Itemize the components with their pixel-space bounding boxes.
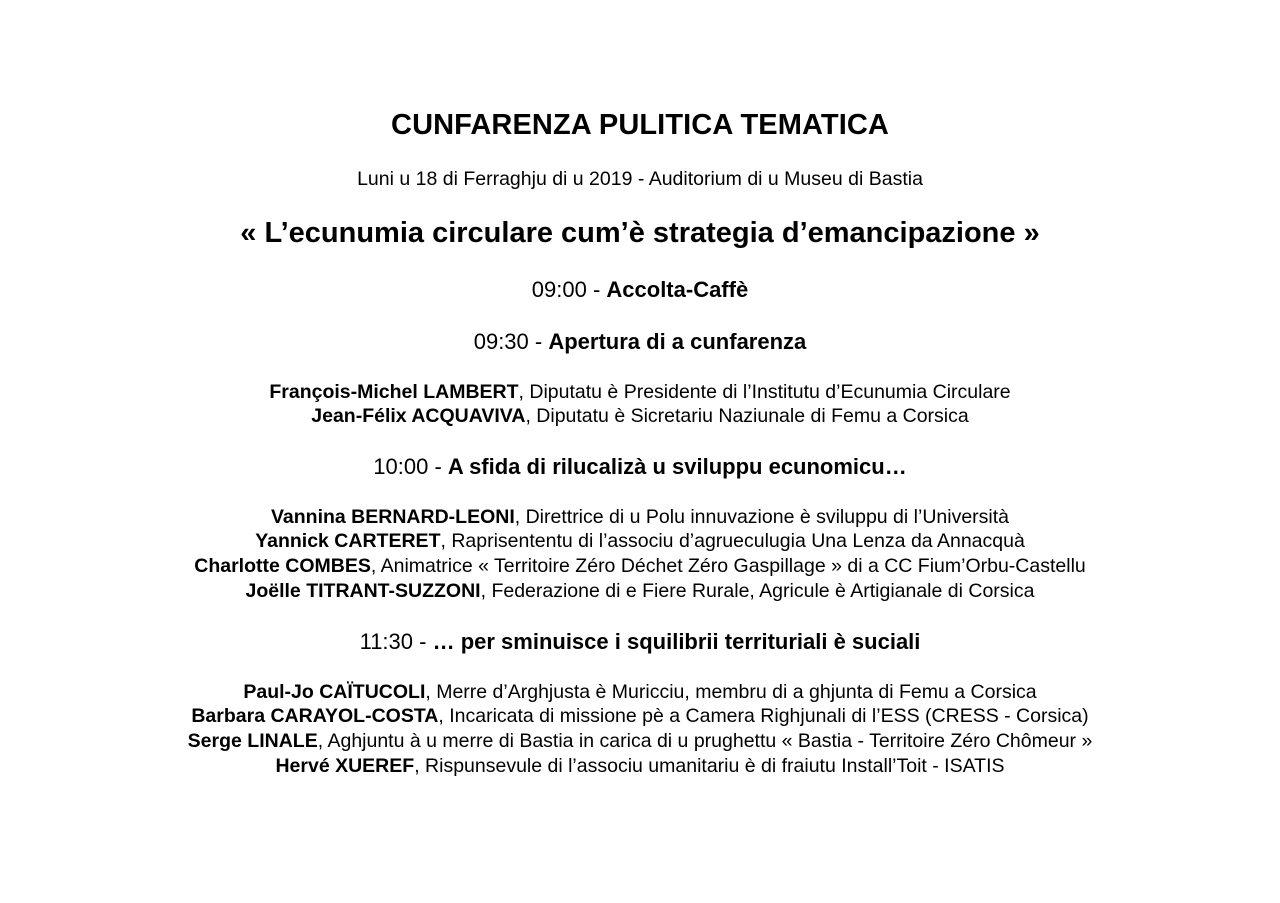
speaker-name: Joëlle TITRANT-SUZZONI (245, 580, 481, 602)
document-title: CUNFARENZA PULITICA TEMATICA (391, 109, 889, 141)
speaker-line (0, 732, 1280, 752)
program-slot-1000 (0, 456, 1280, 478)
speaker-name: François-Michel LAMBERT (269, 381, 519, 403)
speaker-role: , Diputatu è Sicretariu Naziunale di Femu a Corsica (525, 405, 969, 427)
slot-time: 11:30 - (359, 629, 433, 654)
speaker-role: , Direttrice di u Polu innuvazione è sviluppu di l’Università (514, 506, 1010, 528)
speaker-name: Barbara CARAYOL-COSTA (191, 705, 439, 727)
speaker-name: Serge LINALE (187, 730, 318, 752)
speaker-name: Yannick CARTERET (255, 530, 441, 552)
speaker-name: Hervé XUEREF (275, 755, 415, 777)
conference-theme: « L’ecunumia circulare cum’è strategia d’emancipazione » (240, 217, 1040, 249)
slot-label: A sfida di rilucalizà u sviluppu ecunomicu… (447, 454, 907, 479)
speaker-name: Paul-Jo CAÏTUCOLI (243, 681, 426, 703)
speaker-role: , Rispunsevule di l’associu umanitariu è di fraiutu Install’Toit - ISATIS (414, 755, 1005, 777)
slot-label: Accolta-Caffè (606, 277, 749, 302)
speaker-role: , Merre d’Arghjusta è Muricciu, membru di a ghjunta di Femu a Corsica (425, 681, 1037, 703)
event-date-venue: Luni u 18 di Ferraghju di u 2019 - Auditorium di u Museu di Bastia (357, 168, 923, 190)
speaker-line (0, 557, 1280, 577)
speaker-line (0, 532, 1280, 552)
speaker-line (0, 407, 1280, 427)
speaker-line (0, 508, 1280, 528)
slot-time: 09:00 - (531, 277, 607, 302)
program-slot-0930 (0, 331, 1280, 353)
speaker-line (0, 582, 1280, 602)
speaker-role: , Diputatu è Presidente di l’Institutu d’Ecunumia Circulare (518, 381, 1011, 403)
speaker-role: , Federazione di e Fiere Rurale, Agricule è Artigianale di Corsica (480, 580, 1035, 602)
slot-time: 10:00 - (373, 454, 448, 479)
speaker-name: Jean-Félix ACQUAVIVA (311, 405, 526, 427)
speaker-role: , Aghjuntu à u merre di Bastia in carica di u prughettu « Bastia - Territoire Zéro Chômeur » (317, 730, 1093, 752)
slot-label: Apertura di a cunfarenza (548, 329, 807, 354)
slot-time: 09:30 - (473, 329, 549, 354)
speaker-name: Vannina BERNARD-LEONI (270, 506, 515, 528)
speaker-role: , Incaricata di missione pè a Camera Righjunali di l’ESS (CRESS - Corsica) (438, 705, 1089, 727)
speaker-line (0, 683, 1280, 703)
slot-label: … per sminuisce i squilibrii territuriali è suciali (432, 629, 921, 654)
program-slot-1130 (0, 631, 1280, 653)
speaker-line (0, 707, 1280, 727)
speaker-line (0, 757, 1280, 777)
speaker-role: , Animatrice « Territoire Zéro Déchet Zéro Gaspillage » di a CC Fium’Orbu-Castellu (370, 555, 1086, 577)
program-slot-0900 (0, 279, 1280, 301)
speaker-name: Charlotte COMBES (194, 555, 371, 577)
speaker-line (0, 383, 1280, 403)
speaker-role: , Raprisententu di l’associu d’agrueculugia Una Lenza da Annacquà (440, 530, 1025, 552)
